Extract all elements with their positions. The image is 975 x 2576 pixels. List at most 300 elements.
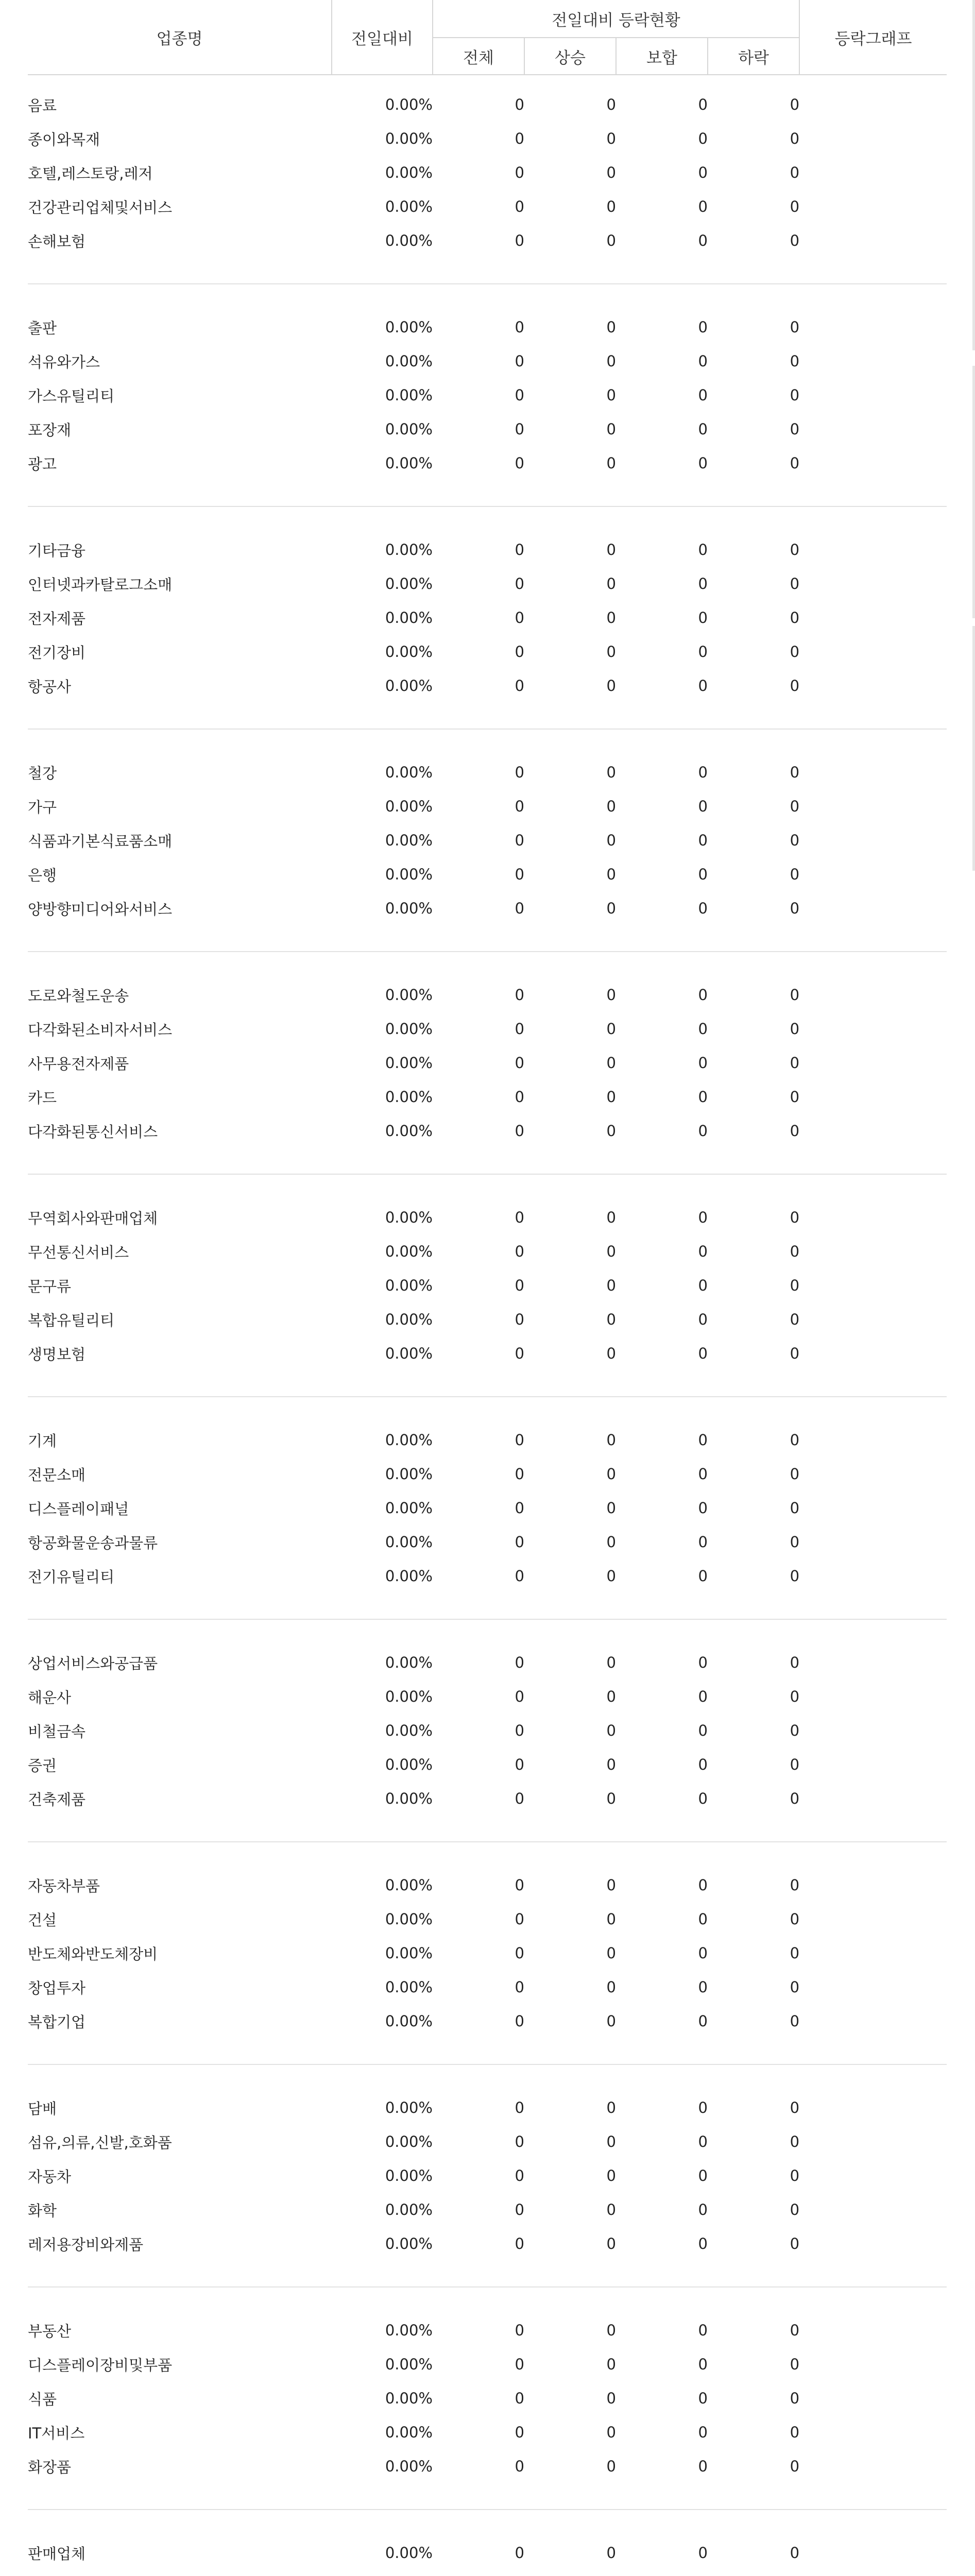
- change-graph: [799, 2125, 947, 2159]
- table-row[interactable]: [28, 1200, 947, 1234]
- count-down: 0: [790, 2012, 800, 2030]
- count-flat: 0: [698, 1431, 708, 1449]
- change-graph: [799, 88, 947, 122]
- count-up: 0: [606, 1243, 616, 1260]
- count-down: 0: [790, 1756, 800, 1773]
- count-flat: 0: [698, 1054, 708, 1072]
- table-row[interactable]: [28, 2227, 947, 2261]
- count-total: 0: [515, 900, 524, 917]
- change-percent: 0.00%: [385, 198, 433, 215]
- count-down: 0: [790, 677, 800, 694]
- count-up: 0: [606, 1465, 616, 1483]
- count-total: 0: [515, 1944, 524, 1962]
- change-percent: 0.00%: [385, 386, 433, 404]
- change-graph: [799, 1748, 947, 1782]
- count-flat: 0: [698, 1243, 708, 1260]
- count-down: 0: [790, 130, 800, 147]
- count-down: 0: [790, 1209, 800, 1226]
- count-total: 0: [515, 2201, 524, 2218]
- group-spacer: [28, 2261, 947, 2287]
- industry-name: 항공사: [28, 677, 72, 696]
- count-up: 0: [606, 677, 616, 694]
- count-down: 0: [790, 575, 800, 592]
- count-up: 0: [606, 2235, 616, 2252]
- count-flat: 0: [698, 232, 708, 249]
- industry-name: 다각화된통신서비스: [28, 1123, 158, 1141]
- change-percent: 0.00%: [385, 2167, 433, 2184]
- group-spacer: [28, 2038, 947, 2064]
- industry-name: 기계: [28, 1432, 57, 1450]
- group-spacer: [28, 1619, 947, 1646]
- count-total: 0: [515, 2099, 524, 2116]
- count-total: 0: [515, 798, 524, 815]
- count-up: 0: [606, 1345, 616, 1362]
- table-row[interactable]: [28, 533, 947, 567]
- table-row[interactable]: [28, 412, 947, 446]
- table-row[interactable]: [28, 2347, 947, 2381]
- table-row[interactable]: [28, 1559, 947, 1593]
- industry-name: 전기유틸리티: [28, 1568, 115, 1586]
- change-graph: [799, 446, 947, 480]
- count-total: 0: [515, 164, 524, 181]
- group-spacer: [28, 2510, 947, 2536]
- count-down: 0: [790, 1277, 800, 1294]
- count-flat: 0: [698, 1756, 708, 1773]
- count-total: 0: [515, 1876, 524, 1894]
- table-row[interactable]: [28, 2536, 947, 2570]
- table-row[interactable]: [28, 2159, 947, 2193]
- scrollbar-segment: [972, 366, 975, 618]
- group-spacer: [28, 1816, 947, 1842]
- change-percent: 0.00%: [385, 1654, 433, 1671]
- table-row[interactable]: [28, 2570, 947, 2576]
- table-row[interactable]: [28, 1423, 947, 1457]
- change-percent: 0.00%: [385, 318, 433, 336]
- count-up: 0: [606, 1277, 616, 1294]
- table-row[interactable]: [28, 978, 947, 1012]
- count-up: 0: [606, 1020, 616, 1038]
- change-percent: 0.00%: [385, 420, 433, 438]
- count-down: 0: [790, 2389, 800, 2407]
- table-row[interactable]: [28, 1268, 947, 1302]
- change-graph: [799, 601, 947, 635]
- count-flat: 0: [698, 96, 708, 113]
- count-up: [524, 2570, 616, 2576]
- count-flat: 0: [698, 1311, 708, 1328]
- table-row[interactable]: [28, 2193, 947, 2227]
- change-graph: [799, 224, 947, 258]
- header-flat: 보합: [616, 38, 708, 75]
- count-down: 0: [790, 2424, 800, 2441]
- change-graph: [799, 2227, 947, 2261]
- change-graph: [799, 1423, 947, 1457]
- count-up: 0: [606, 1533, 616, 1551]
- change-graph: [799, 1646, 947, 1680]
- header-up: 상승: [524, 38, 616, 75]
- count-down: 0: [790, 454, 800, 472]
- industry-name: 인터넷과카탈로그소매: [28, 575, 173, 594]
- count-up: 0: [606, 420, 616, 438]
- count-total: 0: [515, 1345, 524, 1362]
- industry-table: [28, 0, 947, 2576]
- table-row[interactable]: [28, 1491, 947, 1525]
- count-flat: 0: [698, 1910, 708, 1928]
- industry-name: 가구: [28, 798, 57, 816]
- table-row[interactable]: [28, 635, 947, 669]
- header-change: 전일대비: [332, 0, 433, 75]
- count-up: 0: [606, 130, 616, 147]
- table-row[interactable]: [28, 1936, 947, 1970]
- count-flat: 0: [698, 1499, 708, 1517]
- count-up: 0: [606, 2458, 616, 2475]
- count-total: 0: [515, 1567, 524, 1585]
- industry-name: 디스플레이패널: [28, 1500, 129, 1518]
- count-flat: 0: [698, 575, 708, 592]
- change-graph: [799, 1782, 947, 1816]
- count-up: 0: [606, 386, 616, 404]
- count-total: 0: [515, 2544, 524, 2562]
- count-total: 0: [515, 609, 524, 626]
- change-percent: 0.00%: [385, 1688, 433, 1705]
- count-up: 0: [606, 1499, 616, 1517]
- count-down: 0: [790, 2458, 800, 2475]
- table-row[interactable]: [28, 1748, 947, 1782]
- change-percent: 0.00%: [385, 2389, 433, 2407]
- change-percent: 0.00%: [385, 575, 433, 592]
- table-row[interactable]: [28, 1525, 947, 1559]
- change-graph: [799, 755, 947, 789]
- change-graph: [799, 891, 947, 925]
- count-flat: 0: [698, 2133, 708, 2150]
- count-total: 0: [515, 420, 524, 438]
- table-row[interactable]: [28, 1114, 947, 1148]
- count-flat: 0: [698, 1978, 708, 1996]
- change-percent: 0.00%: [385, 1756, 433, 1773]
- group-spacer: [28, 506, 947, 533]
- count-up: 0: [606, 198, 616, 215]
- change-graph: [799, 156, 947, 190]
- change-graph: [799, 1268, 947, 1302]
- industry-name: 무역회사와판매업체: [28, 1209, 158, 1227]
- change-percent: 0.00%: [385, 541, 433, 558]
- group-spacer: [28, 2287, 947, 2313]
- count-total: 0: [515, 1020, 524, 1038]
- count-flat: 0: [698, 1020, 708, 1038]
- change-graph: [799, 2159, 947, 2193]
- count-up: 0: [606, 1054, 616, 1072]
- group-spacer: [28, 1148, 947, 1174]
- count-flat: 0: [698, 1088, 708, 1106]
- count-down: 0: [790, 2201, 800, 2218]
- table-row[interactable]: [28, 190, 947, 224]
- industry-name: 석유와가스: [28, 353, 100, 371]
- count-down: 0: [790, 2321, 800, 2339]
- count-flat: 0: [698, 1944, 708, 1962]
- count-down: 0: [790, 1088, 800, 1106]
- table-row[interactable]: [28, 1646, 947, 1680]
- change-graph: [799, 1114, 947, 1148]
- count-up: 0: [606, 2544, 616, 2562]
- table-row[interactable]: [28, 2381, 947, 2415]
- change-graph: [799, 1680, 947, 1714]
- table-row[interactable]: [28, 567, 947, 601]
- count-flat: 0: [698, 832, 708, 849]
- count-flat: 0: [698, 2012, 708, 2030]
- count-down: [708, 2570, 799, 2576]
- industry-name: 창업투자: [28, 1979, 86, 1997]
- table-row[interactable]: [28, 1234, 947, 1268]
- change-percent: 0.00%: [385, 1345, 433, 1362]
- table-row[interactable]: [28, 156, 947, 190]
- count-up: 0: [606, 1944, 616, 1962]
- change-percent: 0.00%: [385, 764, 433, 781]
- count-flat: 0: [698, 2424, 708, 2441]
- count-flat: 0: [698, 1688, 708, 1705]
- count-total: 0: [515, 1756, 524, 1773]
- count-total: [433, 2570, 524, 2576]
- count-down: 0: [790, 1944, 800, 1962]
- table-row[interactable]: [28, 310, 947, 344]
- count-total: 0: [515, 2355, 524, 2373]
- industry-name: 디스플레이장비및부품: [28, 2356, 173, 2374]
- change-percent: 0.00%: [385, 352, 433, 370]
- table-row[interactable]: [28, 1970, 947, 2004]
- count-up: 0: [606, 1567, 616, 1585]
- table-row[interactable]: [28, 1080, 947, 1114]
- table-row[interactable]: [28, 344, 947, 378]
- change-graph: [799, 2313, 947, 2347]
- industry-name: 레저용장비와제품: [28, 2235, 144, 2253]
- change-percent: 0.00%: [385, 2235, 433, 2252]
- table-row[interactable]: [28, 601, 947, 635]
- table-row[interactable]: [28, 2415, 947, 2449]
- count-down: 0: [790, 318, 800, 336]
- table-row[interactable]: [28, 1714, 947, 1748]
- industry-name: 종이와목재: [28, 130, 100, 148]
- table-row[interactable]: [28, 446, 947, 480]
- industry-name: 전자제품: [28, 609, 86, 628]
- count-total: 0: [515, 1654, 524, 1671]
- count-down: 0: [790, 1910, 800, 1928]
- count-total: 0: [515, 2133, 524, 2150]
- change-percent: 0.00%: [385, 232, 433, 249]
- count-flat: 0: [698, 1209, 708, 1226]
- table-row[interactable]: [28, 1302, 947, 1336]
- count-up: 0: [606, 541, 616, 558]
- table-row[interactable]: [28, 1336, 947, 1370]
- table-row[interactable]: [28, 1457, 947, 1491]
- group-spacer: [28, 1370, 947, 1397]
- count-up: 0: [606, 798, 616, 815]
- change-percent: 0.00%: [385, 2099, 433, 2116]
- count-total: 0: [515, 1431, 524, 1449]
- industry-name: 복합기업: [28, 2013, 86, 2031]
- count-flat: 0: [698, 198, 708, 215]
- count-up: 0: [606, 1654, 616, 1671]
- count-down: 0: [790, 2544, 800, 2562]
- count-total: 0: [515, 541, 524, 558]
- table-row[interactable]: [28, 669, 947, 703]
- change-percent: 0.00%: [385, 1311, 433, 1328]
- change-graph: [799, 2004, 947, 2038]
- industry-name: 광고: [28, 455, 57, 473]
- count-total: 0: [515, 1722, 524, 1739]
- group-spacer: [28, 925, 947, 952]
- industry-name: 화장품: [28, 2458, 72, 2476]
- count-flat: 0: [698, 2167, 708, 2184]
- change-percent: 0.00%: [385, 1567, 433, 1585]
- industry-name: 카드: [28, 1089, 57, 1107]
- change-graph: [799, 1525, 947, 1559]
- table-row[interactable]: [28, 789, 947, 823]
- count-up: 0: [606, 986, 616, 1004]
- group-spacer: [28, 703, 947, 729]
- industry-name: 음료: [28, 96, 57, 114]
- count-flat: 0: [698, 1122, 708, 1140]
- change-percent: 0.00%: [385, 2201, 433, 2218]
- count-total: 0: [515, 232, 524, 249]
- count-up: 0: [606, 164, 616, 181]
- count-up: 0: [606, 2424, 616, 2441]
- industry-name: 가스유틸리티: [28, 387, 115, 405]
- count-up: 0: [606, 764, 616, 781]
- table-row[interactable]: [28, 2313, 947, 2347]
- change-graph: [799, 1200, 947, 1234]
- group-spacer: [28, 258, 947, 284]
- table-row[interactable]: [28, 1046, 947, 1080]
- change-graph: [799, 1970, 947, 2004]
- industry-name: 건강관리업체및서비스: [28, 198, 173, 216]
- industry-name: IT서비스: [28, 2424, 85, 2442]
- change-percent: 0.00%: [385, 130, 433, 147]
- change-percent: 0.00%: [385, 2424, 433, 2441]
- count-up: 0: [606, 1088, 616, 1106]
- count-flat: 0: [698, 1722, 708, 1739]
- table-row[interactable]: [28, 1680, 947, 1714]
- count-flat: 0: [698, 866, 708, 883]
- industry-name: 자동차: [28, 2167, 72, 2185]
- table-row[interactable]: [28, 2004, 947, 2038]
- industry-name: 건설: [28, 1911, 57, 1929]
- count-total: 0: [515, 2389, 524, 2407]
- industry-name: 복합유틸리티: [28, 1311, 115, 1329]
- count-total: 0: [515, 386, 524, 404]
- count-flat: 0: [698, 2458, 708, 2475]
- count-total: 0: [515, 2235, 524, 2252]
- change-percent: 0.00%: [385, 1876, 433, 1894]
- table-row[interactable]: [28, 378, 947, 412]
- group-spacer: [28, 1397, 947, 1423]
- change-percent: 0.00%: [385, 1790, 433, 1807]
- count-up: 0: [606, 454, 616, 472]
- count-up: 0: [606, 318, 616, 336]
- count-down: 0: [790, 1243, 800, 1260]
- table-row[interactable]: [28, 755, 947, 789]
- count-down: 0: [790, 232, 800, 249]
- table-row[interactable]: [28, 1782, 947, 1816]
- count-down: 0: [790, 900, 800, 917]
- count-down: 0: [790, 541, 800, 558]
- change-graph: [799, 1046, 947, 1080]
- change-graph: [799, 2570, 947, 2576]
- industry-name: 담배: [28, 2099, 57, 2117]
- industry-name: 사무용전자제품: [28, 1055, 129, 1073]
- count-flat: 0: [698, 2321, 708, 2339]
- count-flat: 0: [698, 318, 708, 336]
- change-graph: [799, 1080, 947, 1114]
- change-graph: [799, 2193, 947, 2227]
- count-down: 0: [790, 1978, 800, 1996]
- count-total: 0: [515, 96, 524, 113]
- industry-name: 문구류: [28, 1277, 72, 1295]
- table-row[interactable]: [28, 891, 947, 925]
- count-total: 0: [515, 2458, 524, 2475]
- change-graph: [799, 1302, 947, 1336]
- count-down: 0: [790, 986, 800, 1004]
- change-percent: 0.00%: [385, 798, 433, 815]
- table-row[interactable]: [28, 1868, 947, 1902]
- count-flat: 0: [698, 541, 708, 558]
- group-spacer: [28, 952, 947, 978]
- count-flat: 0: [698, 643, 708, 660]
- change-graph: [799, 378, 947, 412]
- group-spacer: [28, 1174, 947, 1200]
- count-flat: 0: [698, 900, 708, 917]
- table-row[interactable]: [28, 122, 947, 156]
- count-flat: 0: [698, 798, 708, 815]
- count-total: 0: [515, 1688, 524, 1705]
- count-total: 0: [515, 1910, 524, 1928]
- group-spacer: [28, 2483, 947, 2510]
- count-total: 0: [515, 1209, 524, 1226]
- change-percent: 0.00%: [385, 1944, 433, 1962]
- count-total: 0: [515, 1122, 524, 1140]
- table-row[interactable]: [28, 2125, 947, 2159]
- industry-name: 생명보험: [28, 1345, 86, 1363]
- count-flat: 0: [698, 2355, 708, 2373]
- count-total: 0: [515, 454, 524, 472]
- industry-name: 손해보험: [28, 232, 86, 250]
- change-graph: [799, 2347, 947, 2381]
- table-row[interactable]: [28, 857, 947, 891]
- table-row[interactable]: [28, 88, 947, 122]
- count-down: 0: [790, 198, 800, 215]
- count-up: 0: [606, 900, 616, 917]
- table-row[interactable]: [28, 1012, 947, 1046]
- industry-name: 다각화된소비자서비스: [28, 1021, 173, 1039]
- change-graph: [799, 2381, 947, 2415]
- table-row[interactable]: [28, 2091, 947, 2125]
- change-graph: [799, 1234, 947, 1268]
- table-row[interactable]: [28, 1902, 947, 1936]
- count-flat: [616, 2570, 708, 2576]
- count-flat: 0: [698, 764, 708, 781]
- count-up: 0: [606, 575, 616, 592]
- table-row[interactable]: [28, 224, 947, 258]
- table-row[interactable]: [28, 2449, 947, 2483]
- change-graph: [799, 669, 947, 703]
- industry-name: 포장재: [28, 421, 72, 439]
- header-industry: 업종명: [28, 0, 332, 75]
- change-graph: [799, 2091, 947, 2125]
- table-row[interactable]: [28, 823, 947, 857]
- change-graph: [799, 533, 947, 567]
- count-down: 0: [790, 1790, 800, 1807]
- change-percent: 0.00%: [385, 1533, 433, 1551]
- change-graph: [799, 122, 947, 156]
- change-percent: 0.00%: [385, 1209, 433, 1226]
- industry-name: 호텔,레스토랑,레저: [28, 164, 153, 182]
